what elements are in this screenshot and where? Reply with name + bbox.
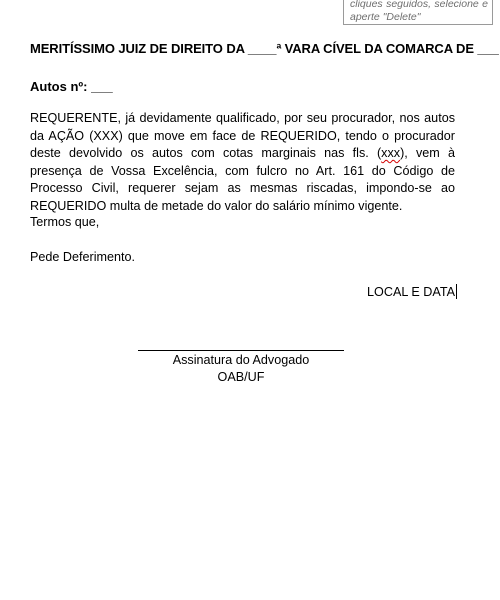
signature-oab: OAB/UF [217,370,265,384]
place-and-date[interactable] [367,284,457,299]
closing-request: Pede Deferimento. [30,250,136,264]
petition-body [30,110,455,215]
petition-body-start: REQUERENTE, já devidamente qualificado, por seu procurador, nos autos da AÇÃO (XXX) que move em face de REQUERIDO, tendo o procurador deste devolvido os autos com cotas marginais nas fls. ( [30,111,455,160]
text-cursor [456,284,457,299]
signature-name: Assinatura do Advogado [172,353,310,367]
misspelled-word: xxx [381,146,401,160]
petition-body-end: ), vem à presença de Vossa Excelência, com fulcro no Art. 161 do Código de Processo Civil, requerer sejam as mesmas riscadas, impondo-se ao REQUERIDO multa de metade do valor do salário mínimo vigente. [30,146,455,213]
signature-line [138,350,344,351]
tip-line-2: aperte "Delete" [350,11,421,23]
instruction-tip-box [343,0,493,25]
case-number-label: Autos nº: ___ [30,79,113,94]
court-heading: MERITÍSSIMO JUIZ DE DIREITO DA ____ª VARA CÍVEL DA COMARCA DE ___ [30,41,499,56]
tip-line-1: cliques seguidos, selecione e [350,0,488,10]
closing-terms: Termos que, [30,215,100,229]
place-and-date-text: LOCAL E DATA [367,285,455,299]
